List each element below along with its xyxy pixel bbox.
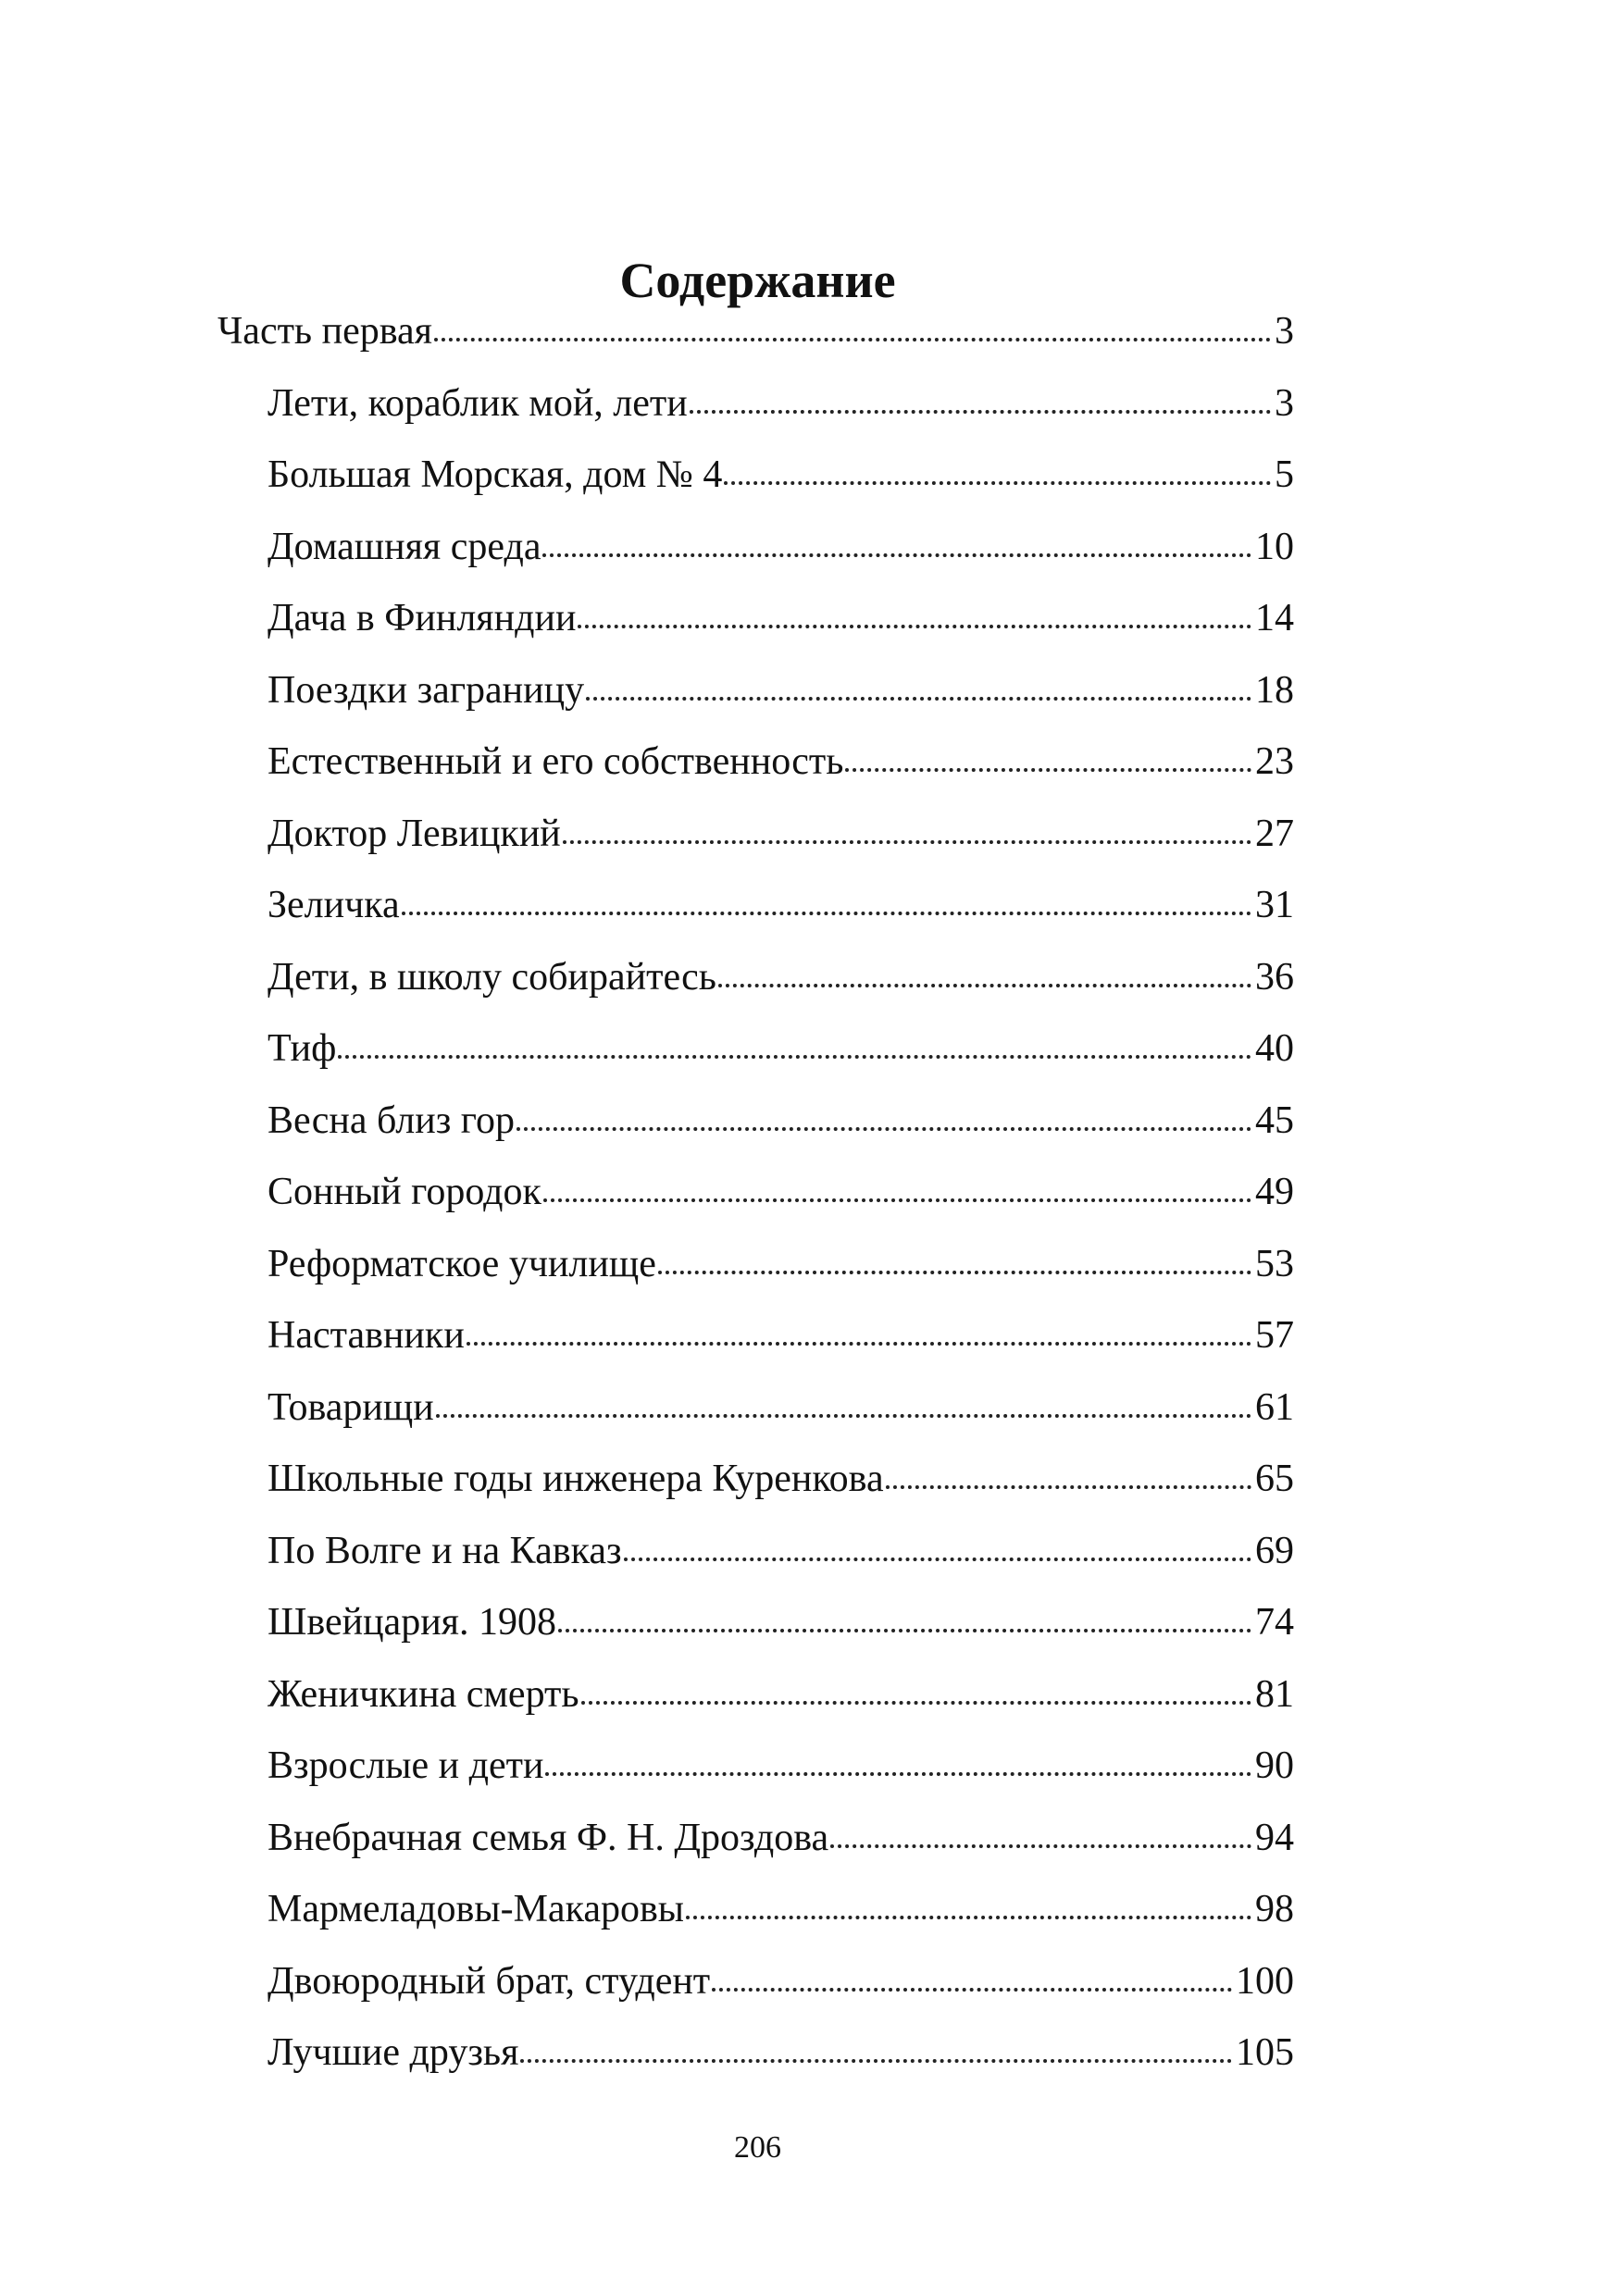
dot-leader [581, 1701, 1251, 1705]
dot-leader [542, 553, 1251, 557]
dot-leader [712, 1988, 1232, 1992]
toc-entry-title: Женичкина смерть [268, 1672, 579, 1716]
toc-entry-page: 36 [1255, 955, 1294, 999]
toc-entry-page: 100 [1236, 1959, 1294, 2003]
toc-entry[interactable] [268, 726, 1294, 798]
toc-entry[interactable] [268, 1874, 1294, 1945]
toc-entry-page: 5 [1275, 453, 1294, 496]
toc-entry[interactable] [268, 1229, 1294, 1300]
toc-entry-title: Тиф [268, 1027, 337, 1070]
dot-leader [543, 1198, 1251, 1202]
toc-entry-title: Взрослые и дети [268, 1744, 544, 1787]
dot-leader [558, 1629, 1251, 1632]
toc-entry-page: 57 [1255, 1314, 1294, 1357]
toc-entry-page: 105 [1236, 2031, 1294, 2074]
toc-entry-title: Естественный и его собственность [268, 740, 844, 783]
toc-entry[interactable] [268, 1516, 1294, 1587]
dot-leader [718, 984, 1251, 987]
toc-entry-page: 3 [1275, 310, 1294, 353]
toc-entry-page: 27 [1255, 812, 1294, 855]
dot-leader [563, 840, 1251, 844]
toc-entry[interactable] [268, 368, 1294, 440]
toc-entry-title: По Волге и на Кавказ [268, 1529, 622, 1572]
dot-leader [624, 1558, 1251, 1561]
toc-entry[interactable] [268, 655, 1294, 726]
toc-entry[interactable] [268, 1803, 1294, 1874]
toc-entry-page: 53 [1255, 1242, 1294, 1285]
toc-entry-title: Часть первая [218, 310, 432, 353]
toc-entry-title: Домашняя среда [268, 525, 541, 568]
toc-entry-title: Внебрачная семья Ф. Н. Дроздова [268, 1816, 829, 1859]
toc-entry-page: 10 [1255, 525, 1294, 568]
toc-entry-page: 69 [1255, 1529, 1294, 1572]
toc-entry-page: 65 [1255, 1458, 1294, 1500]
dot-leader [402, 912, 1251, 915]
toc-entry-page: 49 [1255, 1171, 1294, 1213]
dot-leader [520, 2059, 1232, 2063]
toc-entry-title: Весна близ гор [268, 1098, 515, 1142]
dot-leader [467, 1342, 1251, 1346]
toc-entry-page: 74 [1255, 1601, 1294, 1644]
dot-leader [338, 1055, 1251, 1059]
toc-entry[interactable] [268, 799, 1294, 870]
toc-entry-title: Дети, в школу собирайтесь [268, 955, 716, 999]
toc-entry[interactable] [268, 1013, 1294, 1085]
dot-leader [517, 1127, 1251, 1131]
toc-entry-title: Школьные годы инженера Куренкова [268, 1458, 884, 1500]
toc-entry-page: 23 [1255, 740, 1294, 783]
toc-entry[interactable] [268, 512, 1294, 583]
toc-entry-page: 31 [1255, 884, 1294, 926]
dot-leader [578, 625, 1251, 628]
toc-entry[interactable] [268, 1444, 1294, 1515]
toc-entry-page: 94 [1255, 1816, 1294, 1859]
toc-entry[interactable] [268, 1300, 1294, 1371]
toc-entry-title: Зеличка [268, 884, 400, 926]
toc-entry-title: Сонный городок [268, 1171, 541, 1213]
toc-entry[interactable] [268, 440, 1294, 511]
dot-leader [434, 338, 1271, 341]
toc-entry-page: 90 [1255, 1744, 1294, 1787]
toc-entry[interactable] [218, 296, 1294, 367]
toc-entry-title: Лучшие друзья [268, 2031, 519, 2074]
toc-entry-title: Лети, кораблик мой, лети [268, 381, 688, 425]
dot-leader [724, 481, 1271, 485]
toc-entry[interactable] [268, 2017, 1294, 2089]
toc-entry-title: Мармеладовы-Макаровы [268, 1888, 685, 1930]
toc-entry-page: 81 [1255, 1672, 1294, 1716]
toc-entry-title: Товарищи [268, 1385, 434, 1429]
toc-entry-page: 14 [1255, 597, 1294, 639]
toc-entry[interactable] [268, 1946, 1294, 2017]
toc-entry-title: Поездки заграницу [268, 668, 585, 712]
toc-entry-title: Большая Морская, дом № 4 [268, 453, 723, 496]
toc-entry[interactable] [268, 1157, 1294, 1228]
page-number: 206 [734, 2130, 781, 2165]
dot-leader [686, 1916, 1251, 1919]
toc-entry[interactable] [268, 1731, 1294, 1802]
toc-entry-title: Двоюродный брат, студент [268, 1959, 711, 2003]
toc-entry[interactable] [268, 942, 1294, 1013]
dot-leader [436, 1414, 1251, 1418]
toc-entry-title: Швейцария. 1908 [268, 1601, 556, 1644]
toc-entry-page: 3 [1275, 381, 1294, 425]
dot-leader [845, 768, 1251, 772]
toc-entry-title: Реформатское училище [268, 1242, 656, 1285]
dot-leader [586, 697, 1251, 701]
dot-leader [545, 1772, 1251, 1776]
toc-entry[interactable] [268, 1086, 1294, 1157]
toc-entry-page: 18 [1255, 668, 1294, 712]
toc-entry-title: Наставники [268, 1314, 465, 1357]
dot-leader [690, 410, 1271, 414]
toc-entry-page: 45 [1255, 1098, 1294, 1142]
toc-entry[interactable] [268, 1372, 1294, 1444]
dot-leader [886, 1485, 1251, 1489]
toc-entry[interactable] [268, 870, 1294, 941]
toc-entry-title: Доктор Левицкий [268, 812, 561, 855]
dot-leader [830, 1844, 1251, 1848]
toc-entry-title: Дача в Финляндии [268, 597, 577, 639]
toc-entry-page: 61 [1255, 1385, 1294, 1429]
toc-entry[interactable] [268, 583, 1294, 654]
toc-entry-page: 98 [1255, 1888, 1294, 1930]
dot-leader [658, 1271, 1251, 1274]
page-title: Содержание [619, 253, 896, 309]
toc-entry[interactable] [268, 1659, 1294, 1731]
toc-entry-page: 40 [1255, 1027, 1294, 1070]
toc-entry[interactable] [268, 1587, 1294, 1658]
